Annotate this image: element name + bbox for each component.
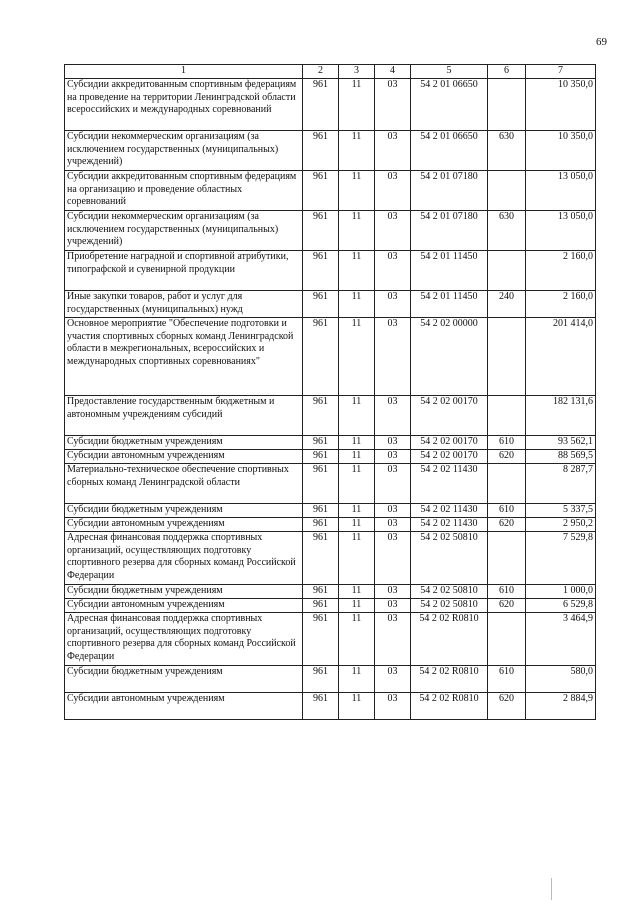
row-name-cell: Субсидии автономным учреждениям — [65, 450, 303, 464]
row-target-cell: 54 2 01 07180 — [411, 171, 488, 211]
row-target-cell: 54 2 02 00170 — [411, 396, 488, 436]
column-header: 7 — [526, 65, 596, 79]
table-row — [65, 585, 596, 599]
row-subsection-cell: 03 — [375, 532, 411, 585]
row-target-cell: 54 2 02 11430 — [411, 464, 488, 504]
row-amount-cell: 88 569,5 — [526, 450, 596, 464]
row-code-cell: 961 — [303, 585, 339, 599]
row-subsection-cell: 03 — [375, 450, 411, 464]
row-code-cell: 961 — [303, 504, 339, 518]
table-row — [65, 693, 596, 720]
row-name-cell: Предоставление государственным бюджетным и автономным учреждениям субсидий — [65, 396, 303, 436]
row-name-cell: Субсидии автономным учреждениям — [65, 599, 303, 613]
row-name-cell: Субсидии некоммерческим организациям (за исключением государственных (муниципальных) учреждений) — [65, 211, 303, 251]
row-expense-type-cell: 610 — [488, 666, 526, 693]
table-row — [65, 666, 596, 693]
row-section-cell: 11 — [339, 585, 375, 599]
row-amount-cell: 93 562,1 — [526, 436, 596, 450]
row-expense-type-cell — [488, 171, 526, 211]
row-section-cell: 11 — [339, 79, 375, 131]
page-number: 69 — [596, 36, 607, 48]
row-target-cell: 54 2 02 50810 — [411, 532, 488, 585]
row-section-cell: 11 — [339, 450, 375, 464]
row-amount-cell: 10 350,0 — [526, 79, 596, 131]
row-section-cell: 11 — [339, 251, 375, 291]
row-amount-cell: 10 350,0 — [526, 131, 596, 171]
table-row — [65, 518, 596, 532]
row-code-cell: 961 — [303, 450, 339, 464]
row-subsection-cell: 03 — [375, 518, 411, 532]
row-amount-cell: 8 287,7 — [526, 464, 596, 504]
row-code-cell: 961 — [303, 518, 339, 532]
row-target-cell: 54 2 02 11430 — [411, 504, 488, 518]
row-expense-type-cell: 610 — [488, 504, 526, 518]
row-target-cell: 54 2 02 50810 — [411, 599, 488, 613]
row-amount-cell: 3 464,9 — [526, 613, 596, 666]
row-subsection-cell: 03 — [375, 396, 411, 436]
row-code-cell: 961 — [303, 599, 339, 613]
row-code-cell: 961 — [303, 436, 339, 450]
table-row — [65, 211, 596, 251]
column-header: 6 — [488, 65, 526, 79]
row-amount-cell: 7 529,8 — [526, 532, 596, 585]
table-header-row — [65, 65, 596, 79]
row-expense-type-cell: 630 — [488, 131, 526, 171]
row-section-cell: 11 — [339, 693, 375, 720]
row-expense-type-cell: 630 — [488, 211, 526, 251]
row-name-cell: Приобретение наградной и спортивной атрибутики, типографской и сувенирной продукции — [65, 251, 303, 291]
row-subsection-cell: 03 — [375, 211, 411, 251]
row-subsection-cell: 03 — [375, 291, 411, 318]
row-code-cell: 961 — [303, 396, 339, 436]
column-header: 2 — [303, 65, 339, 79]
row-section-cell: 11 — [339, 464, 375, 504]
row-subsection-cell: 03 — [375, 464, 411, 504]
row-target-cell: 54 2 02 R0810 — [411, 613, 488, 666]
row-amount-cell: 580,0 — [526, 666, 596, 693]
row-expense-type-cell — [488, 79, 526, 131]
row-target-cell: 54 2 01 11450 — [411, 291, 488, 318]
row-name-cell: Субсидии бюджетным учреждениям — [65, 666, 303, 693]
row-amount-cell: 2 160,0 — [526, 251, 596, 291]
row-target-cell: 54 2 01 06650 — [411, 79, 488, 131]
row-section-cell: 11 — [339, 666, 375, 693]
row-code-cell: 961 — [303, 693, 339, 720]
row-expense-type-cell — [488, 318, 526, 396]
row-subsection-cell: 03 — [375, 693, 411, 720]
column-header: 5 — [411, 65, 488, 79]
row-target-cell: 54 2 01 07180 — [411, 211, 488, 251]
row-amount-cell: 201 414,0 — [526, 318, 596, 396]
row-amount-cell: 6 529,8 — [526, 599, 596, 613]
row-section-cell: 11 — [339, 291, 375, 318]
row-expense-type-cell — [488, 613, 526, 666]
row-amount-cell: 13 050,0 — [526, 171, 596, 211]
row-code-cell: 961 — [303, 318, 339, 396]
column-header: 4 — [375, 65, 411, 79]
row-amount-cell: 2 950,2 — [526, 518, 596, 532]
table-row — [65, 613, 596, 666]
table-row — [65, 396, 596, 436]
row-subsection-cell: 03 — [375, 131, 411, 171]
row-name-cell: Субсидии некоммерческим организациям (за исключением государственных (муниципальных) учреждений) — [65, 131, 303, 171]
row-target-cell: 54 2 02 00170 — [411, 450, 488, 464]
row-name-cell: Субсидии автономным учреждениям — [65, 693, 303, 720]
table-row — [65, 504, 596, 518]
scan-mark — [551, 878, 552, 900]
row-target-cell: 54 2 01 11450 — [411, 251, 488, 291]
row-code-cell: 961 — [303, 251, 339, 291]
row-amount-cell: 182 131,6 — [526, 396, 596, 436]
row-section-cell: 11 — [339, 518, 375, 532]
row-section-cell: 11 — [339, 436, 375, 450]
row-name-cell: Иные закупки товаров, работ и услуг для государственных (муниципальных) нужд — [65, 291, 303, 318]
row-code-cell: 961 — [303, 666, 339, 693]
row-code-cell: 961 — [303, 171, 339, 211]
row-expense-type-cell — [488, 251, 526, 291]
row-section-cell: 11 — [339, 599, 375, 613]
table-row — [65, 436, 596, 450]
row-target-cell: 54 2 02 11430 — [411, 518, 488, 532]
row-target-cell: 54 2 02 00170 — [411, 436, 488, 450]
table-row — [65, 599, 596, 613]
row-code-cell: 961 — [303, 613, 339, 666]
row-amount-cell: 2 884,9 — [526, 693, 596, 720]
row-target-cell: 54 2 01 06650 — [411, 131, 488, 171]
budget-table — [64, 64, 596, 720]
row-subsection-cell: 03 — [375, 599, 411, 613]
row-name-cell: Адресная финансовая поддержка спортивных организаций, осуществляющих подготовку спортивного резерва для сборных команд Российской Федерации — [65, 613, 303, 666]
column-header: 3 — [339, 65, 375, 79]
row-code-cell: 961 — [303, 131, 339, 171]
row-name-cell: Адресная финансовая поддержка спортивных организаций, осуществляющих подготовку спортивного резерва для сборных команд Российской Федерации — [65, 532, 303, 585]
row-subsection-cell: 03 — [375, 79, 411, 131]
row-name-cell: Субсидии бюджетным учреждениям — [65, 504, 303, 518]
row-name-cell: Субсидии автономным учреждениям — [65, 518, 303, 532]
row-expense-type-cell — [488, 464, 526, 504]
row-expense-type-cell: 620 — [488, 518, 526, 532]
row-target-cell: 54 2 02 R0810 — [411, 666, 488, 693]
row-subsection-cell: 03 — [375, 251, 411, 291]
row-target-cell: 54 2 02 00000 — [411, 318, 488, 396]
row-section-cell: 11 — [339, 613, 375, 666]
table-body — [65, 79, 596, 720]
column-header: 1 — [65, 65, 303, 79]
table-row — [65, 131, 596, 171]
row-section-cell: 11 — [339, 171, 375, 211]
row-expense-type-cell — [488, 532, 526, 585]
row-subsection-cell: 03 — [375, 585, 411, 599]
row-expense-type-cell: 610 — [488, 436, 526, 450]
table-row — [65, 464, 596, 504]
table-row — [65, 450, 596, 464]
row-name-cell: Субсидии бюджетным учреждениям — [65, 436, 303, 450]
row-expense-type-cell: 620 — [488, 693, 526, 720]
row-amount-cell: 5 337,5 — [526, 504, 596, 518]
row-subsection-cell: 03 — [375, 613, 411, 666]
row-section-cell: 11 — [339, 131, 375, 171]
row-subsection-cell: 03 — [375, 318, 411, 396]
row-expense-type-cell: 240 — [488, 291, 526, 318]
row-code-cell: 961 — [303, 532, 339, 585]
row-name-cell: Субсидии аккредитованным спортивным федерациям на проведение на территории Ленинградской области всероссийских и международных соревнований — [65, 79, 303, 131]
table-row — [65, 291, 596, 318]
table-row — [65, 79, 596, 131]
row-expense-type-cell — [488, 396, 526, 436]
table-row — [65, 251, 596, 291]
table-row — [65, 532, 596, 585]
row-expense-type-cell: 610 — [488, 585, 526, 599]
row-code-cell: 961 — [303, 291, 339, 318]
row-code-cell: 961 — [303, 79, 339, 131]
row-target-cell: 54 2 02 R0810 — [411, 693, 488, 720]
row-subsection-cell: 03 — [375, 504, 411, 518]
row-amount-cell: 2 160,0 — [526, 291, 596, 318]
row-subsection-cell: 03 — [375, 436, 411, 450]
row-amount-cell: 1 000,0 — [526, 585, 596, 599]
row-name-cell: Субсидии аккредитованным спортивным федерациям на организацию и проведение областных соревнований — [65, 171, 303, 211]
row-amount-cell: 13 050,0 — [526, 211, 596, 251]
row-section-cell: 11 — [339, 318, 375, 396]
row-section-cell: 11 — [339, 396, 375, 436]
row-name-cell: Основное мероприятие "Обеспечение подготовки и участия спортивных сборных команд Ленинградской области в межрегиональных, всероссийских и международных спортивных соревнованиях" — [65, 318, 303, 396]
row-name-cell: Материально-техническое обеспечение спортивных сборных команд Ленинградской области — [65, 464, 303, 504]
row-subsection-cell: 03 — [375, 171, 411, 211]
row-section-cell: 11 — [339, 504, 375, 518]
row-name-cell: Субсидии бюджетным учреждениям — [65, 585, 303, 599]
table-row — [65, 318, 596, 396]
table-row — [65, 171, 596, 211]
row-section-cell: 11 — [339, 211, 375, 251]
row-target-cell: 54 2 02 50810 — [411, 585, 488, 599]
row-code-cell: 961 — [303, 464, 339, 504]
row-code-cell: 961 — [303, 211, 339, 251]
row-expense-type-cell: 620 — [488, 599, 526, 613]
row-subsection-cell: 03 — [375, 666, 411, 693]
row-expense-type-cell: 620 — [488, 450, 526, 464]
row-section-cell: 11 — [339, 532, 375, 585]
